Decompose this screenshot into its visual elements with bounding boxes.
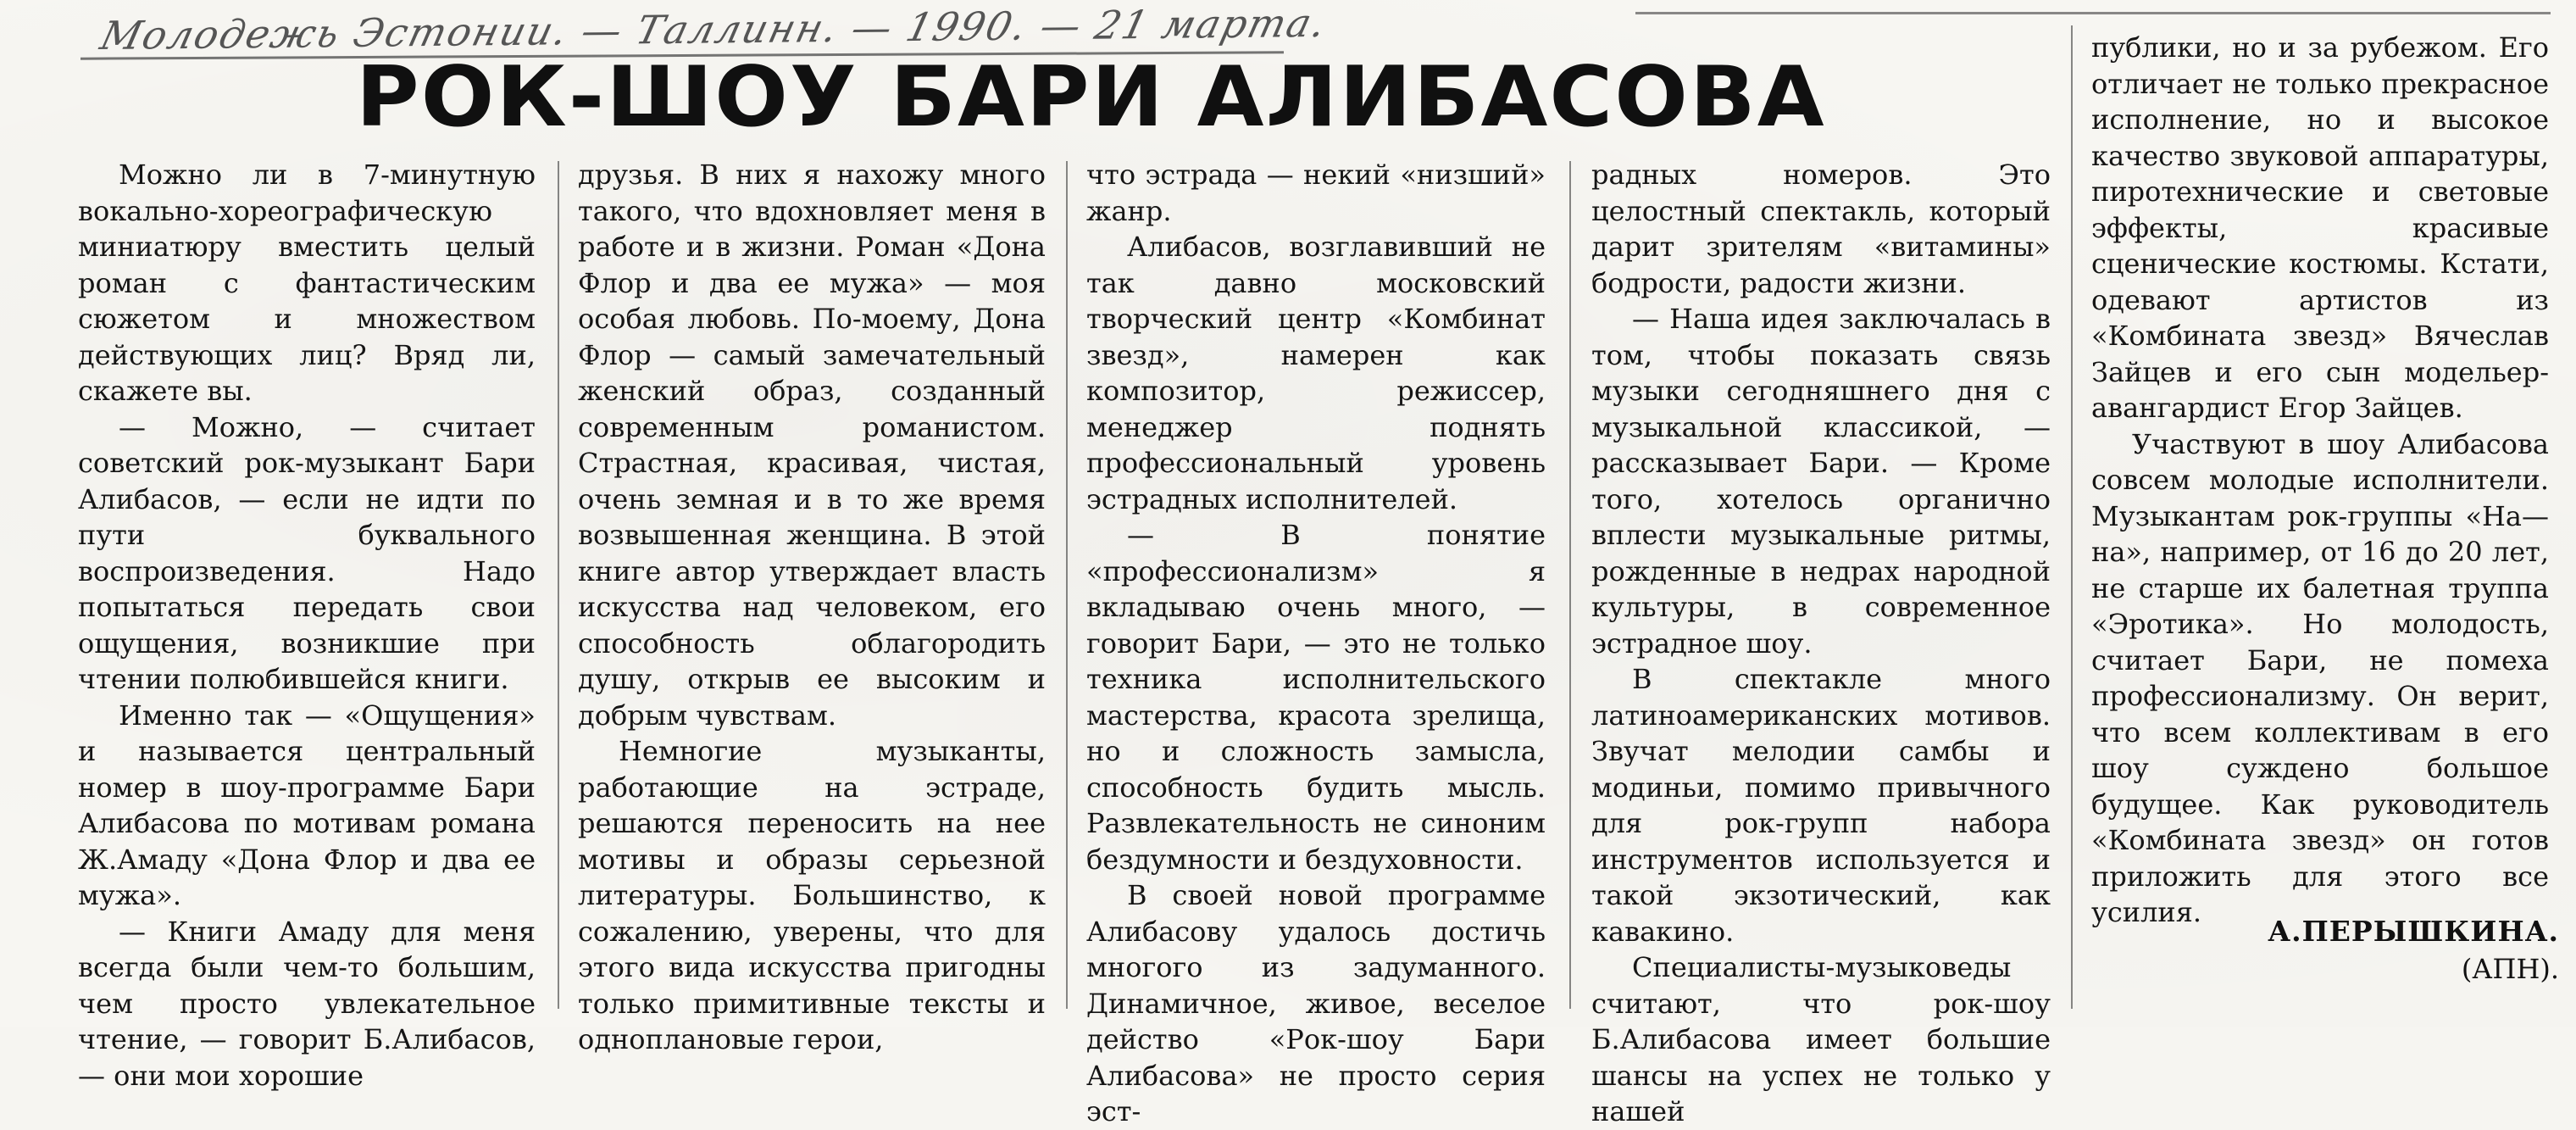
column-rule <box>558 161 559 1009</box>
column-rule <box>1066 161 1068 1009</box>
article-column-4 <box>1591 157 2051 1130</box>
paragraph: — Книги Амаду для меня всегда были чем-то большим, чем просто увлекательное чтение, — говорит Б.Алибасов, — они мои хорошие <box>78 915 536 1092</box>
paragraph: Немногие музыканты, работающие на эстраде, решаются переносить на нее мотивы и образы серьезной литературы. Большинство, к сожалению, уверены, что для этого вида искусства пригодны только примитивные тексты и одноплановые герои, <box>578 735 1046 1055</box>
paragraph: В своей новой программе Алибасову удалось достичь многого из задуманного. Динамичное, живое, веселое действо «Рок-шоу Бари Алибасова» не просто серия эст- <box>1086 879 1546 1127</box>
handwritten-source-note: Молодежь Эстонии. — Таллинн. — 1990. — 21 марта. <box>96 0 1332 59</box>
news-agency: (АПН). <box>2461 953 2559 985</box>
paragraph: — Можно, — считает советский рок-музыкант Бари Алибасов, — если не идти по пути буквального воспроизведения. Надо попытаться передать свои ощущения, возникшие при чтении полюбившейся книги. <box>78 410 536 695</box>
paragraph: — Наша идея заключалась в том, чтобы показать связь музыки сегодняшнего дня с музыкальной классикой, — рассказывает Бари. — Кроме того, хотелось органично вплести музыкальные ритмы, рожденные в недрах народной культуры, в современное эстрадное шоу. <box>1591 303 2051 660</box>
paragraph: В спектакле много латиноамериканских мотивов. Звучат мелодии самбы и модиньи, помимо привычного для рок-групп набора инструментов используется и такой экзотический, как кавакино. <box>1591 663 2051 948</box>
clipping-edge-line <box>1635 12 2551 14</box>
article-column-3 <box>1086 157 1546 1130</box>
article-column-5 <box>2091 30 2549 931</box>
paragraph: Алибасов, возглавивший не так давно московский творческий центр «Комбинат звезд», намерен как композитор, режиссер, менеджер поднять профессиональный уровень эстрадных исполнителей. <box>1086 231 1546 515</box>
author-signature: А.ПЕРЫШКИНА. <box>2268 915 2559 948</box>
column-rule <box>2071 25 2073 1009</box>
paragraph: публики, но и за рубежом. Его отличает не только прекрасное исполнение, но и высокое качество звуковой аппаратуры, пиротехнические и световые эффекты, красивые сценические костюмы. Кстати, одевают артистов из «Комбината звезд» Вячеслав Зайцев и его сын модельер-авангардист Егор Зайцев. <box>2091 31 2549 424</box>
paragraph: радных номеров. Это целостный спектакль, который дарит зрителям «витамины» бодрости, радости жизни. <box>1591 159 2051 299</box>
paragraph: — В понятие «профессионализм» я вкладываю очень много, — говорит Бари, — это не только техника исполнительского мастерства, красота зрелища, но и сложность замысла, способность будить мысль. Развлекательность не синоним бездумности и бездуховности. <box>1086 519 1546 876</box>
paragraph: Можно ли в 7-минутную вокально-хореографическую миниатюру вместить целый роман с фантастическим сюжетом и множеством действующих лиц? Вряд ли, скажете вы. <box>78 159 536 407</box>
paragraph: Именно так — «Ощущения» и называется центральный номер в шоу-программе Бари Алибасова по мотивам романа Ж.Амаду «Дона Флор и два ее мужа». <box>78 699 536 911</box>
article-headline: РОК-ШОУ БАРИ АЛИБАСОВА <box>356 49 1826 146</box>
column-rule <box>1569 161 1571 1009</box>
paragraph: Специалисты-музыковеды считают, что рок-шоу Б.Алибасова имеет большие шансы на успех не только у нашей <box>1591 951 2051 1127</box>
article-column-1 <box>78 157 536 1094</box>
paragraph: друзья. В них я нахожу много такого, что вдохновляет меня в работе и в жизни. Роман «Дона Флор и два ее мужа» — моя особая любовь. По-моему, Дона Флор — самый замечательный женский образ, созданный современным романистом. Страстная, красивая, чистая, очень земная и в то же время возвышенная женщина. В этой книге автор утверждает власть искусства над человеком, его способность облагородить душу, открыв ее высоким и добрым чувствам. <box>578 159 1046 732</box>
paragraph: Участвуют в шоу Алибасова совсем молодые исполнители. Музыкантам рок-группы «На—на», например, от 16 до 20 лет, не старше их балетная труппа «Эротика». Но молодость, считает Бари, не помеха профессионализму. Он верит, что всем коллективам в его шоу суждено большое будущее. Как руководитель «Комбината звезд» он готов приложить для этого все усилия. <box>2091 427 2549 928</box>
article-column-2 <box>578 157 1046 1058</box>
paragraph: что эстрада — некий «низший» жанр. <box>1086 159 1546 227</box>
